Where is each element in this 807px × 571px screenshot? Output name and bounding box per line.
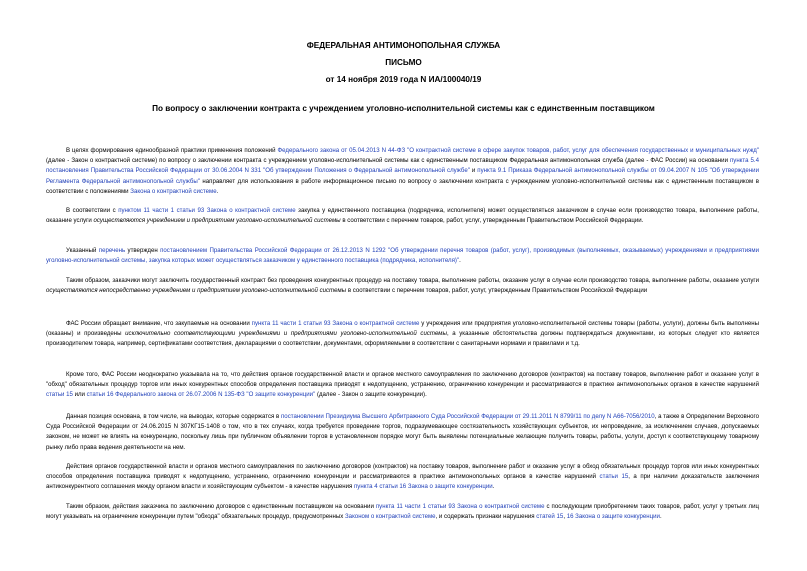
document-link[interactable]: пункта 9.1 Приказа Федеральной антимонопольной службы от 09.04.2007 N 105 "Об утверждении Регламента Федеральной антимонопольной службы": [46, 167, 759, 185]
paragraph-text: , и содержать признаки нарушения: [435, 513, 537, 521]
paragraph-text: , а указанные обстоятельства должны подтверждаться документами, из которых следует кто является производителем товара, например, сертификатами соответствия, декларациями о соответствии, документами, оформляемыми в соответствии с санитарными нормами и правилами и т.д.: [46, 330, 760, 348]
paragraph-text: или: [72, 391, 87, 399]
document-link[interactable]: пункта 4 статьи 16 Закона о защите конкуренции: [354, 483, 493, 491]
paragraph-text: (далее - Закон о контрактной системе) по вопросу о заключении контракта с учреждением уголовно-исполнительной системы как с единственным поставщиком Федеральная антимонопольная служба (далее - ФАС России) на основании: [46, 157, 730, 165]
paragraph-3: [46, 246, 759, 266]
paragraph-text: ФАС России обращает внимание, что закупаемые на основании: [66, 320, 252, 327]
document-link[interactable]: постановлении Президиума Высшего Арбитражного Суда Российской Федерации от 29.11.2011 N 8799/11 по делу N А66-7056/2010: [281, 413, 655, 420]
paragraph-4: [46, 276, 759, 296]
emphasized-text: осуществляются непосредственно учреждением и предприятием уголовно-исполнительной системы: [46, 287, 347, 295]
paragraph-text: Действия органов государственной власти и органов местного самоуправления по заключению договоров (контрактов) на поставку товаров, выполнение работ и оказание услуг в обход обязательных процедур торгов или иных конкурентных способов определения поставщика приводят к недопущению, устранению, ограничению конкуренции и рассматриваются в практике антимонопольных органов в качестве нарушений: [46, 463, 759, 481]
paragraph-text: Указанный: [66, 247, 99, 254]
paragraph-text: закупка у единственного поставщика (подрядчика, исполнителя) может осуществляться заказчиком в случае если производство товара, выполнение работы, оказание услуги: [46, 207, 759, 225]
paragraph-6: [46, 370, 759, 401]
document-link[interactable]: Федерального закона от 05.04.2013 N 44-ФЗ "О контрактной системе в сфере закупок товаров, работ, услуг для обеспечения государственных и муниципальных нужд": [277, 147, 759, 154]
document-link[interactable]: перечень: [98, 247, 126, 254]
document-link[interactable]: статьи 15: [46, 391, 73, 399]
paragraph-text: В соответствии с: [66, 207, 119, 214]
paragraph-text: направляет для использования в работе информационное письмо по вопросу о заключении контракта с учреждением уголовно-исполнительной системы как с единственным поставщиком в соответствии с положениями: [46, 177, 759, 195]
paragraph-2: [46, 206, 759, 226]
document-link[interactable]: пункта 5.4 постановления Правительства Российской Федерации от 30.06.2004 N 331 "Об утверждении Положения о Федеральной антимонопольной службе": [46, 157, 759, 175]
paragraph-text: утвержден: [125, 247, 161, 254]
paragraph-text: в соответствии с перечнем товаров, работ, услуг, утвержденным Правительством Российской Федерации.: [340, 217, 644, 225]
paragraph-text: Кроме того, ФАС России неоднократно указывала на то, что действия органов государственной власти и органов местного самоуправления по заключению договоров (контрактов) на поставку товаров, выполнение работ и оказание услуг в "обход" обязательных процедур торгов или иных конкурентных способов определения поставщика приводят к недопущению, устранению, ограничению конкуренции и рассматриваются в практике антимонопольных органов в качестве нарушений: [46, 371, 759, 389]
paragraph-text: и: [469, 167, 478, 175]
paragraph-text: .: [492, 483, 495, 491]
paragraph-text: , а также в Определении Верховного Суда Российской Федерации от 24.06.2015 N 307КГ15-1408 о том, что в тех случаях, когда требуется проведение торгов, подразумевающее состязательность хозяйствующих субъектов, их непроведение, за исключением случаев, допускаемых законом, не может не влиять на конкуренцию, поскольку лишь при публичном объявлении торгов в установленном порядке могут быть выявлены потенциальные желающие получить товары, работы, услуги, доступ к соответствующему товарному рынку либо права ведения деятельности на нем.: [46, 413, 759, 451]
emphasized-text: исключительно соответствующими учреждениями и предприятиями уголовно-исполнительной системы: [125, 330, 447, 338]
document-link[interactable]: статьи 15: [599, 473, 629, 481]
paragraph-text: , а при наличии доказательств заключения антиконкурентного соглашения между органом власти и хозяйствующим субъектом - в качестве нарушения: [46, 473, 759, 491]
paragraph-8: [46, 462, 759, 493]
document-link[interactable]: пунктом 11 части 1 статьи 93 Закона о контрактной системе: [118, 207, 296, 214]
paragraph-text: .: [659, 513, 662, 521]
paragraph-9: [46, 502, 759, 522]
paragraph-text: Таким образом, действия заказчика по заключению договоров с единственным поставщиком на основании: [66, 503, 376, 510]
document-type: ПИСЬМО: [385, 58, 422, 67]
paragraph-text: (далее - Закон о защите конкуренции).: [315, 391, 427, 399]
document-link[interactable]: 16 Закона о защите конкуренции: [566, 513, 660, 521]
document-link[interactable]: постановлением Правительства Российской Федерации от 26.12.2013 N 1292 "Об утверждении перечня товаров (работ, услуг), производимых (выполняемых, оказываемых) учреждениями и предприятиями уголовно-исполнительной системы, закупка которых может осуществляться заказчиком у единственного поставщика (подрядчика, исполнителя)": [46, 247, 759, 265]
paragraph-text: с последующим приобретением таких товаров, работ, услуг у третьих лиц могут указывать на ограничение конкуренции путем "обхода" обязательных процедур, предусмотренных: [46, 503, 759, 521]
emphasized-text: осуществляются учреждением и предприятием уголовно-исполнительной системы: [93, 217, 341, 225]
paragraph-5: [46, 319, 759, 350]
paragraph-text: Данная позиция основана, в том числе, на выводах, которые содержатся в: [66, 413, 281, 420]
document-link[interactable]: статей 15: [536, 513, 564, 521]
document-subject: По вопросу о заключении контракта с учреждением уголовно-исполнительной системы как с единственным поставщиком: [152, 104, 655, 113]
paragraph-text: у учреждения или предприятия уголовно-исполнительной системы товары (работы, услуги), должны быть выполнены (оказаны) и произведены: [46, 320, 759, 338]
document-link[interactable]: пункта 11 части 1 статьи 93 Закона о контрактной системе: [251, 320, 420, 327]
document-link[interactable]: Законом о контрактной системе: [345, 513, 436, 521]
paragraph-text: Таким образом, заказчики могут заключить государственный контракт без проведения конкурентных процедур на поставку товара, выполнение работы, оказание услуг в случае если производство товара, выполнение работы, оказание услуги: [66, 277, 759, 284]
paragraph-1: [46, 146, 759, 197]
paragraph-text: в соответствии с перечнем товаров, работ, услуг, утвержденным Правительством Российской Федерации: [346, 287, 648, 295]
document-date-number: от 14 ноября 2019 года N ИА/100040/19: [325, 75, 482, 84]
document-link[interactable]: Закона о контрактной системе: [130, 187, 217, 195]
paragraph-7: [46, 412, 759, 453]
document-link[interactable]: пункта 11 части 1 статьи 93 Закона о контрактной системе: [375, 503, 545, 510]
agency-title: ФЕДЕРАЛЬНАЯ АНТИМОНОПОЛЬНАЯ СЛУЖБА: [306, 41, 501, 50]
paragraph-text: ,: [563, 513, 567, 521]
paragraph-text: .: [216, 187, 219, 195]
document-link[interactable]: статьи 16 Федерального закона от 26.07.2006 N 135-ФЗ "О защите конкуренции": [86, 391, 316, 399]
paragraph-text: В целях формирования единообразной практики применения положений: [66, 147, 278, 154]
paragraph-text: .: [459, 257, 461, 265]
